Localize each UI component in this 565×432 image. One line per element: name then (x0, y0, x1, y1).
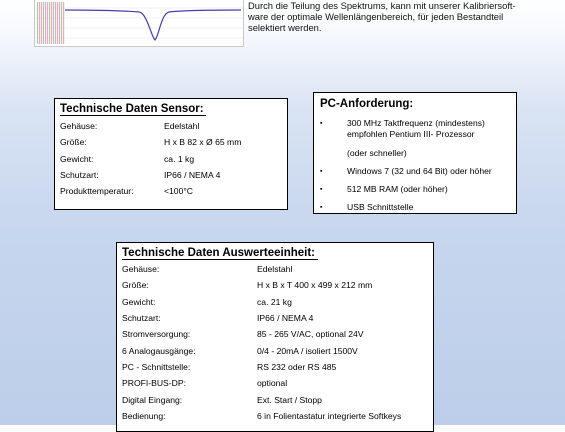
list-item-text: empfohlen Pentium III- Prozessor (347, 129, 475, 139)
spectrum-band (51, 2, 52, 44)
spectrum-band (55, 2, 56, 44)
spec-label: Gehäuse: (122, 264, 160, 275)
spec-value: H x B 82 x Ø 65 mm (164, 137, 242, 148)
spec-value: 6 in Folientastatur integrierte Softkeys (257, 410, 402, 421)
table-row (122, 375, 401, 391)
table-row (122, 359, 401, 375)
spec-value: <100°C (164, 186, 193, 197)
spec-label: Schutzart: (60, 170, 99, 181)
spectrum-graphic (35, 0, 243, 46)
evaluation-unit-specs-table (122, 261, 401, 424)
table-row (60, 183, 241, 199)
spectrum-band (39, 2, 40, 44)
sensor-specs-title: Technische Daten Sensor: (60, 103, 206, 116)
spectrum-band (45, 2, 46, 44)
pc-requirements-title: PC-Anforderung: (320, 98, 414, 110)
spec-label: Digital Eingang: (122, 394, 183, 405)
sensor-specs-box (54, 98, 288, 210)
spec-label: Gehäuse: (60, 121, 98, 132)
spec-value: H x B x T 400 x 499 x 212 mm (257, 280, 373, 291)
spec-value: IP66 / NEMA 4 (257, 313, 314, 324)
spectrum-band (63, 2, 64, 44)
evaluation-unit-specs-box (116, 242, 434, 432)
spec-value: Edelstahl (257, 264, 293, 275)
table-row (122, 326, 401, 342)
spec-value: optional (257, 378, 288, 389)
spec-label: PROFI-BUS-DP: (122, 378, 186, 389)
table-row (122, 261, 401, 277)
spec-label: Produkttemperatur: (60, 186, 134, 197)
spec-label: Stromversorgung: (122, 329, 191, 340)
table-row (60, 151, 241, 167)
spec-label: Größe: (122, 280, 149, 291)
list-item (320, 202, 510, 213)
spectrum-band (53, 2, 54, 44)
spectrum-thumbnail (34, 0, 244, 47)
table-row (60, 167, 241, 183)
spec-value: 0/4 - 20mA / isoliert 1500V (257, 345, 358, 356)
bullet-icon: ▪ (320, 168, 323, 175)
spectrum-band (41, 2, 42, 44)
table-row (122, 408, 401, 424)
spec-value: 85 - 265 V/AC, optional 24V (257, 329, 364, 340)
spectrum-band (59, 2, 60, 44)
spec-value: ca. 1 kg (164, 153, 195, 164)
spec-value: Edelstahl (164, 121, 200, 132)
intro-line: selektiert werden. (248, 22, 322, 33)
sensor-specs-table (60, 118, 241, 199)
table-row (122, 342, 401, 358)
list-item (320, 118, 510, 159)
list-item-subtext: (oder schneller) (347, 148, 407, 158)
spec-value: IP66 / NEMA 4 (164, 170, 221, 181)
spectrum-band (47, 2, 48, 44)
spec-label: Gewicht: (60, 153, 94, 164)
spectrum-band (57, 2, 58, 44)
spec-label: 6 Analogausgänge: (122, 345, 196, 356)
list-item (320, 184, 510, 195)
bullet-icon: ▪ (320, 204, 323, 211)
spec-value: RS 232 oder RS 485 (257, 361, 337, 372)
table-row (60, 118, 241, 134)
intro-line: ware der optimale Wellenlängenbereich, für jeden Bestandteil (248, 11, 504, 22)
spectrum-band (37, 2, 38, 44)
table-row (122, 277, 401, 293)
spectrum-band (61, 2, 62, 44)
pc-requirements-box (313, 92, 517, 214)
spec-label: Gewicht: (122, 296, 156, 307)
spec-value: ca. 21 kg (257, 296, 292, 307)
spec-value: Ext. Start / Stopp (257, 394, 322, 405)
list-item-text: USB Schnittstelle (347, 202, 414, 212)
list-item-text: 300 MHz Taktfrequenz (mindestens) (347, 118, 485, 128)
table-row (122, 310, 401, 326)
spec-label: Bedienung: (122, 410, 166, 421)
list-item-text: Windows 7 (32 und 64 Bit) oder höher (347, 166, 492, 176)
spec-label: PC - Schnittstelle: (122, 361, 191, 372)
evaluation-unit-specs-title: Technische Daten Auswerteeinheit: (122, 247, 318, 260)
spectrum-band (43, 2, 44, 44)
spec-label: Schutzart: (122, 313, 161, 324)
spectrum-band (49, 2, 50, 44)
table-row (122, 391, 401, 407)
table-row (60, 134, 241, 150)
spec-label: Größe: (60, 137, 87, 148)
intro-text (248, 0, 548, 33)
intro-line: Durch die Teilung des Spektrums, kann mit unserer Kalibriersoft- (248, 0, 516, 11)
bullet-icon: ▪ (320, 120, 323, 127)
bullet-icon: ▪ (320, 186, 323, 193)
table-row (122, 294, 401, 310)
list-item (320, 166, 510, 177)
list-item-text: 512 MB RAM (oder höher) (347, 184, 448, 194)
pc-requirements-list (320, 118, 510, 213)
